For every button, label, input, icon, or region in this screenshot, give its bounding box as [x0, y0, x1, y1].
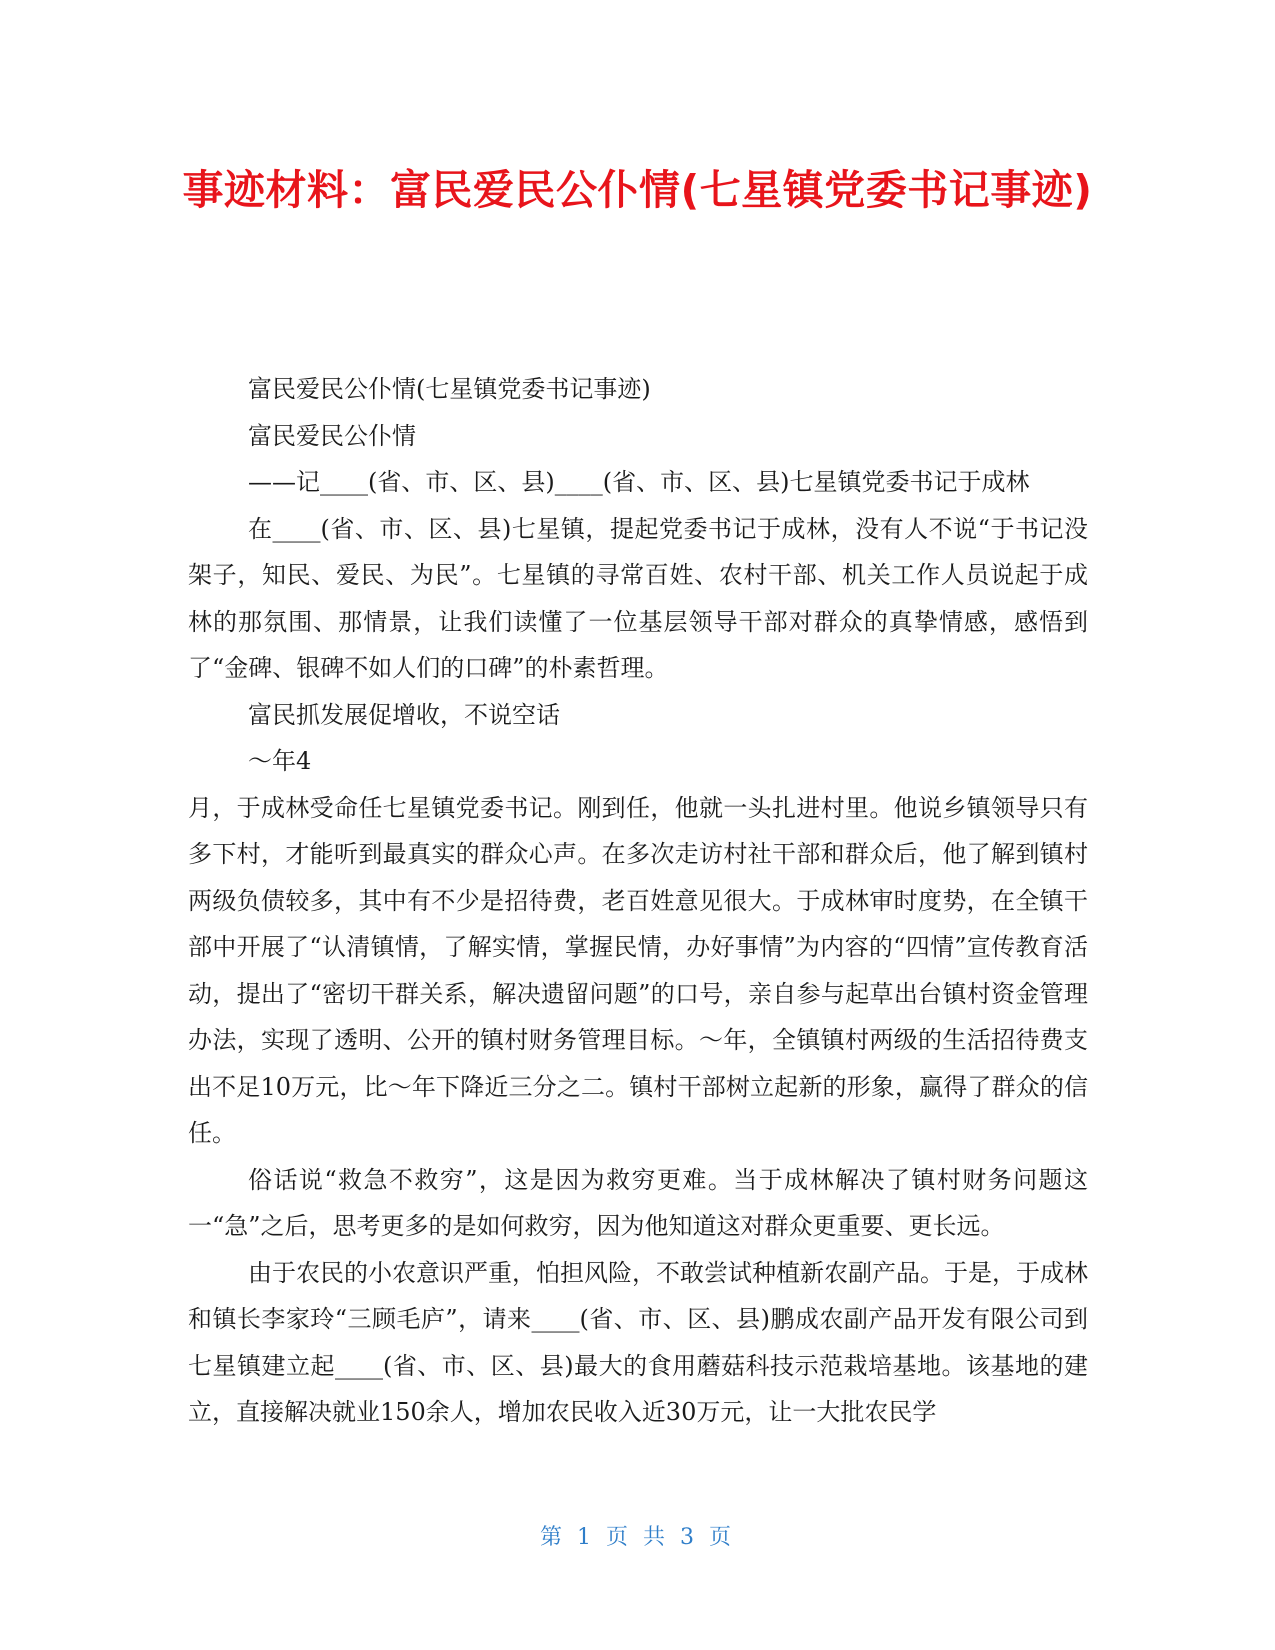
document-title: 事迹材料：富民爱民公仆情(七星镇党委书记事迹) — [182, 166, 1093, 214]
paragraph-intro: 在____(省、市、区、县)七星镇，提起党委书记于成林，没有人不说“于书记没架子，知民、爱民、为民”。七星镇的寻常百姓、农村干部、机关工作人员说起于成林的那氛围、那情景，让我们读懂了一位基层领导干部对群众的真挚情感，感悟到了“金碑、银碑不如人们的口碑”的朴素哲理。 — [188, 514, 1088, 682]
paragraph-heading: 富民爱民公仆情 — [248, 421, 416, 450]
paragraph-proverb: 俗话说“救急不救穷”，这是因为救穷更难。当于成林解决了镇村财务问题这一“急”之后，思考更多的是如何救穷，因为他知道这对群众更重要、更长远。 — [188, 1165, 1088, 1240]
document-body — [188, 366, 1088, 1436]
paragraph-appointment: 月，于成林受命任七星镇党委书记。刚到任，他就一头扎进村里。他说乡镇领导只有多下村，才能听到最真实的群众心声。在多次走访村社干部和群众后，他了解到镇村两级负债较多，其中有不少是招待费，老百姓意见很大。于成林审时度势，在全镇干部中开展了“认清镇情，了解实情，掌握民情，办好事情”为内容的“四情”宣传教育活动，提出了“密切干群关系，解决遗留问题”的口号，亲自参与起草出台镇村资金管理办法，实现了透明、公开的镇村财务管理目标。～年，全镇镇村两级的生活招待费支出不足10万元，比～年下降近三分之二。镇村干部树立起新的形象，赢得了群众的信任。 — [188, 793, 1088, 1147]
paragraph-subtitle: 富民爱民公仆情(七星镇党委书记事迹) — [248, 375, 651, 403]
paragraph-section-heading: 富民抓发展促增收，不说空话 — [248, 700, 560, 729]
paragraph-byline: ——记____(省、市、区、县)____(省、市、区、县)七星镇党委书记于成林 — [248, 468, 1030, 496]
page-number-footer: 第 1 页 共 3 页 — [540, 1525, 735, 1550]
paragraph-mushroom-base: 由于农民的小农意识严重，怕担风险，不敢尝试种植新农副产品。于是，于成林和镇长李家玲“三顾毛庐”，请来____(省、市、区、县)鹏成农副产品开发有限公司到七星镇建立起____(省、市、区、县)最大的食用蘑菇科技示范栽培基地。该基地的建立，直接解决就业150余人，增加农民收入近30万元，让一大批农民学 — [188, 1258, 1088, 1426]
paragraph-date-fragment: ～年4 — [248, 747, 312, 775]
